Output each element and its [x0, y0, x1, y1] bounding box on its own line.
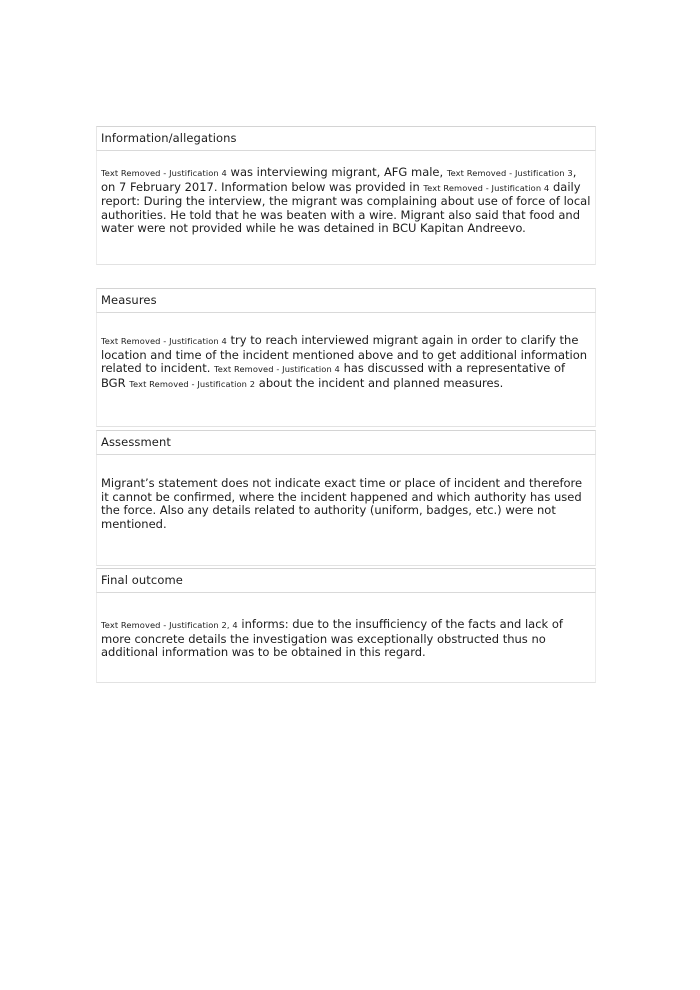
redaction-note: Text Removed - Justification 4	[214, 364, 340, 374]
body-text: has discussed with a representative of BGR	[101, 361, 566, 390]
redaction-note: Text Removed - Justification 4	[101, 168, 227, 178]
body-text: informs: due to the insufficiency of the facts and lack of more concrete details the investigation was exceptionally obstructed thus no additional information was to be obtained in this regard.	[101, 617, 563, 659]
section-heading: Information/allegations	[96, 126, 596, 151]
redaction-note: Text Removed - Justification 2, 4	[101, 620, 238, 630]
section-heading: Final outcome	[96, 568, 596, 593]
section-body	[96, 593, 596, 683]
redaction-note: Text Removed - Justification 4	[423, 182, 550, 193]
section-information-allegations	[96, 126, 596, 265]
redaction-note: Text Removed - Justification 3	[446, 168, 573, 178]
body-text: try to reach interviewed migrant again in order to clarify the location and time of the incident mentioned above and to get additional information related to incident.	[101, 333, 588, 375]
body-text: about the incident and planned measures.	[255, 375, 504, 390]
redaction-note: Text Removed - Justification 4	[101, 336, 227, 346]
body-text: was interviewing migrant, AFG male,	[226, 165, 447, 179]
body-text: , on 7 February 2017. Information below was provided in	[101, 165, 577, 194]
body-text: daily report: During the interview, the migrant was complaining about use of force of local authorities. He told that he was beaten with a wire. Migrant also said that food and water were not provided while he was detained in BCU Kapitan Andreevo.	[101, 179, 591, 235]
section-final-outcome	[96, 568, 596, 683]
section-heading: Assessment	[96, 430, 596, 455]
section-heading: Measures	[96, 288, 596, 313]
section-body	[96, 313, 596, 427]
body-text: Migrant’s statement does not indicate exact time or place of incident and therefore it cannot be confirmed, where the incident happened and which authority has used the force. Also any details related to authority (uniform, badges, etc.) were not mentioned.	[101, 476, 583, 531]
section-body	[96, 151, 596, 265]
redaction-note: Text Removed - Justification 2	[129, 378, 256, 389]
section-body	[96, 455, 596, 566]
section-assessment	[96, 430, 596, 566]
section-measures	[96, 288, 596, 427]
